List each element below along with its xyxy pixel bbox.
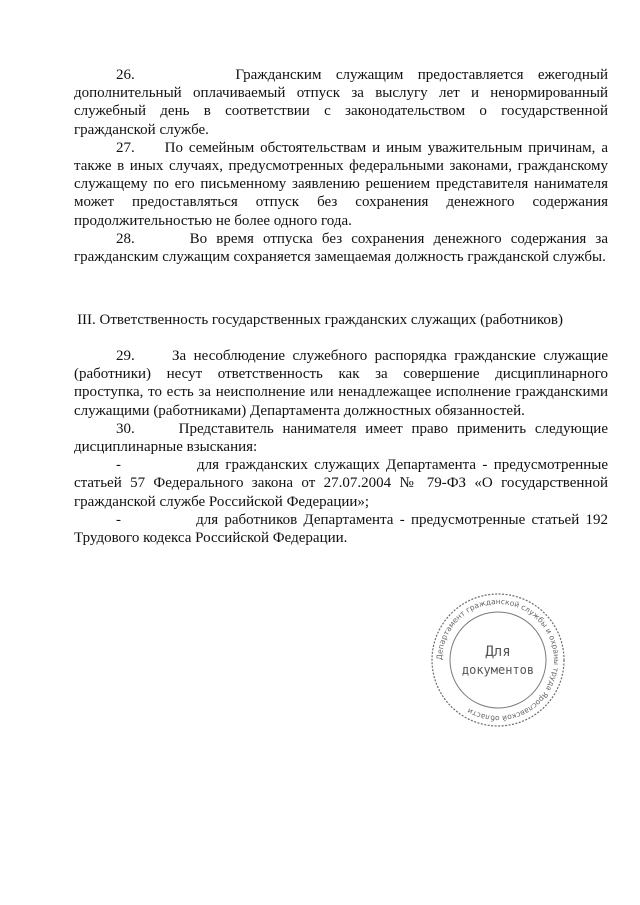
paragraph-30: 30. Представитель нанимателя имеет право применить следующие дисциплинарные взыскания: <box>74 420 608 456</box>
stamp-ring-text: Департамент гражданской службы и охраны труда Ярославской области <box>434 596 562 724</box>
body-text-top <box>74 66 608 266</box>
stamp-line-2: документов <box>461 663 535 677</box>
svg-text:Департамент гражданской службы <box>435 597 561 723</box>
paragraph-28: 28. Во время отпуска без сохранения денежного содержания за гражданским служащим сохраняется замещаемая должность гражданской службы. <box>74 230 608 266</box>
list-item-civil-servants: - для гражданских служащих Департамента - предусмотренные статьей 57 Федерального закона от 27.07.2004 № 79-ФЗ «О государственной гражданской службе Российской Федерации»; <box>74 457 608 510</box>
list-item-workers: - для работников Департамента - предусмотренные статьей 192 Трудового кодекса Российской Федерации. <box>74 511 608 547</box>
section-heading: III. Ответственность государственных гражданских служащих (работников) <box>77 312 563 328</box>
paragraph-26: 26. Гражданским служащим предоставляется ежегодный дополнительный оплачиваемый отпуск за выслугу лет и ненормированный служебный день в соответствии с законодательством о государственной гражданской службе. <box>74 67 608 138</box>
body-text-bottom <box>74 347 608 547</box>
paragraph-29: 29. За несоблюдение служебного распорядка гражданские служащие (работники) несут ответственность как за совершение дисциплинарного проступка, то есть за неисполнение или ненадлежащее исполнение гражданскими служащими (работниками) Департамента должностных обязанностей. <box>74 348 608 419</box>
stamp-seal <box>428 590 568 730</box>
paragraph-27: 27. По семейным обстоятельствам и иным уважительным причинам, а также в иных случаях, предусмотренных федеральными законами, гражданскому служащему по его письменному заявлению решением представителя нанимателя может предоставляться отпуск без сохранения денежного содержания продолжительностью не более одного года. <box>74 139 608 229</box>
stamp-line-1: Для <box>485 644 511 660</box>
